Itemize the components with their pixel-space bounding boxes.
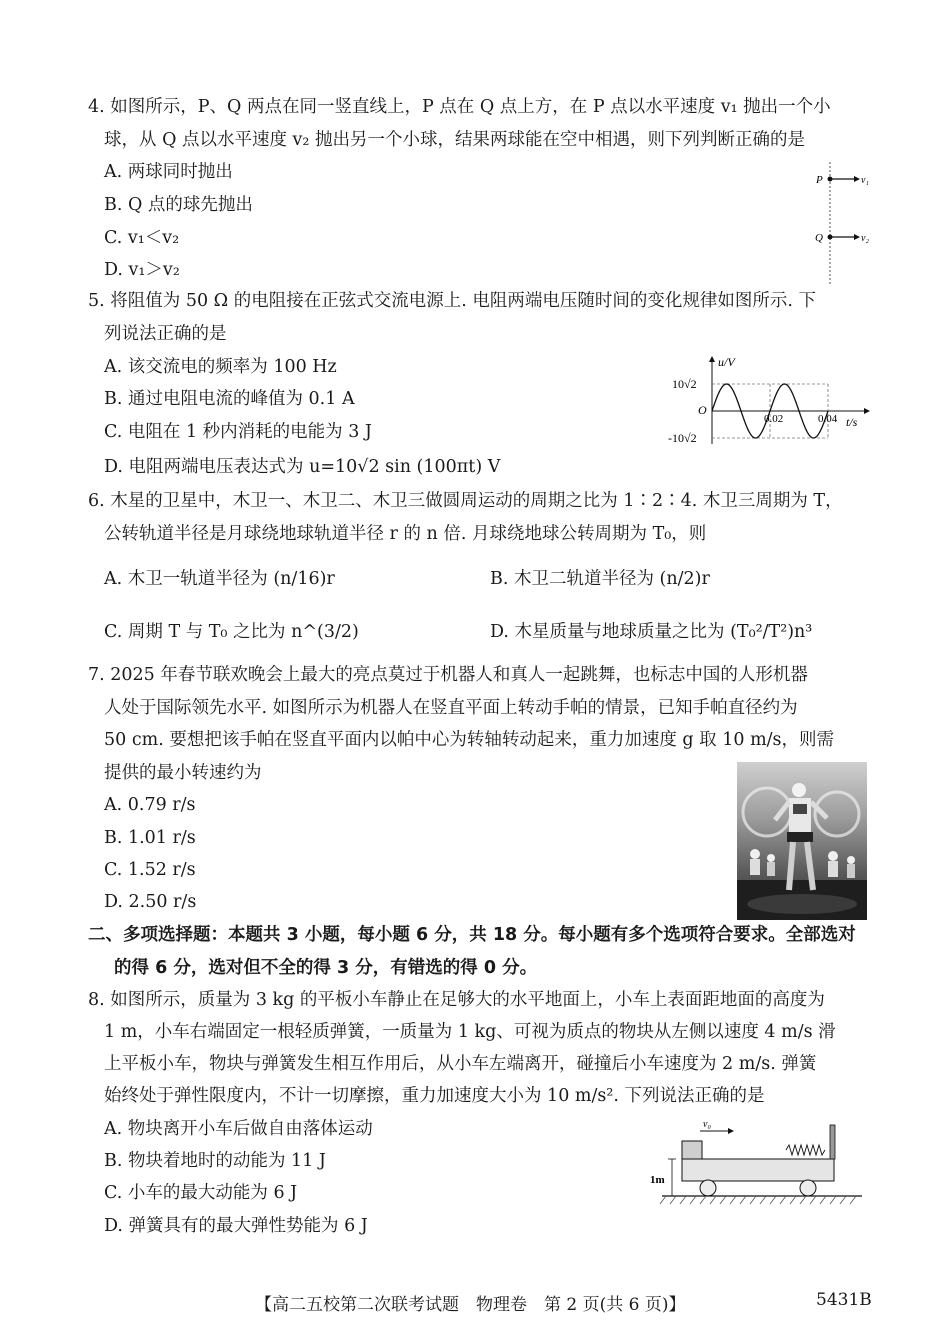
q5-voltage-graph — [668, 354, 870, 450]
q5-option-b: B. 通过电阻电流的峰值为 0.1 A — [104, 389, 355, 409]
q4-fig-v2-label: v₂ — [861, 233, 869, 244]
q8-fig-height-label: 1m — [650, 1174, 665, 1186]
page-footer-code: 5431B — [816, 1290, 872, 1310]
q4-figure — [810, 162, 870, 286]
q8-stem-line4: 始终处于弹性限度内，不计一切摩擦，重力加速度大小为 10 m/s². 下列说法正确的是 — [104, 1086, 765, 1106]
q6-option-c: C. 周期 T 与 T₀ 之比为 n^(3/2) — [104, 622, 359, 642]
q5-option-d: D. 电阻两端电压表达式为 u=10√2 sin (100πt) V — [104, 457, 501, 477]
q5-t2-label: 0.04 — [818, 413, 838, 425]
q6-option-d: D. 木星质量与地球质量之比为 (T₀²/T²)n³ — [490, 622, 813, 642]
q6-stem-line2: 公转轨道半径是月球绕地球轨道半径 r 的 n 倍. 月球绕地球公转周期为 T₀，则 — [104, 524, 707, 544]
robot-dance-photo — [737, 762, 867, 920]
q8-block — [682, 1141, 702, 1159]
q5-y-axis-label: u/V — [718, 355, 735, 369]
q7-option-c: C. 1.52 r/s — [104, 860, 196, 880]
q6-stem-line1: 6. 木星的卫星中，木卫一、木卫二、木卫三做圆周运动的周期之比为 1∶2∶4. 木卫三周期为 T， — [88, 491, 843, 511]
q8-stem-line2: 1 m，小车右端固定一根轻质弹簧，一质量为 1 kg、可视为质点的物块从左侧以速度 4 m/s 滑 — [104, 1022, 836, 1042]
q5-stem-line2: 列说法正确的是 — [104, 324, 227, 344]
q8-spring — [786, 1145, 825, 1155]
q4-stem-line1: 4. 如图所示，P、Q 两点在同一竖直线上，P 点在 Q 点上方，在 P 点以水平速度 v₁ 抛出一个小 — [88, 97, 831, 117]
q8-fig-v0-label: v₀ — [703, 1119, 711, 1130]
q7-option-a: A. 0.79 r/s — [104, 795, 196, 815]
q6-option-b: B. 木卫二轨道半径为 (n/2)r — [490, 569, 710, 589]
q8-option-b: B. 物块着地时的动能为 11 J — [104, 1151, 326, 1171]
q7-stem-line1: 7. 2025 年春节联欢晚会上最大的亮点莫过于机器人和真人一起跳舞，也标志中国的人形机器 — [88, 665, 808, 685]
q6-option-a: A. 木卫一轨道半径为 (n/16)r — [104, 569, 335, 589]
q8-cart-body — [682, 1159, 834, 1181]
q8-wheel-left — [700, 1180, 716, 1196]
q7-option-b: B. 1.01 r/s — [104, 828, 196, 848]
q5-y-min-label: -10√2 — [668, 431, 697, 445]
q4-fig-p-label: P — [816, 174, 823, 186]
q8-stem-line3: 上平板小车，物块与弹簧发生相互作用后，从小车左端离开，碰撞后小车速度为 2 m/s. 弹簧 — [104, 1054, 817, 1074]
page-footer-title: 【高二五校第二次联考试题 物理卷 第 2 页(共 6 页)】 — [255, 1295, 686, 1315]
q4-option-d: D. v₁＞v₂ — [104, 260, 180, 280]
q8-cart-figure — [648, 1115, 868, 1210]
q8-wheel-right — [800, 1180, 816, 1196]
q4-option-c: C. v₁＜v₂ — [104, 228, 180, 248]
q4-fig-q-label: Q — [815, 232, 823, 244]
q8-option-c: C. 小车的最大动能为 6 J — [104, 1183, 298, 1203]
q8-option-a: A. 物块离开小车后做自由落体运动 — [104, 1119, 373, 1139]
q7-stem-line3: 50 cm. 要想把该手帕在竖直平面内以帕中心为转轴转动起来，重力加速度 g 取 10 m/s，则需 — [104, 730, 835, 750]
q8-option-d: D. 弹簧具有的最大弹性势能为 6 J — [104, 1216, 368, 1236]
q5-t1-label: 0.02 — [764, 413, 784, 425]
q5-stem-line1: 5. 将阻值为 50 Ω 的电阻接在正弦式交流电源上. 电阻两端电压随时间的变化规律如图所示. 下 — [88, 291, 816, 311]
section2-title-line1: 二、多项选择题：本题共 3 小题，每小题 6 分，共 18 分。每小题有多个选项符合要求。全部选对 — [88, 925, 856, 945]
section2-title-line2: 的得 6 分，选对但不全的得 3 分，有错选的得 0 分。 — [114, 958, 538, 978]
q5-option-c: C. 电阻在 1 秒内消耗的电能为 3 J — [104, 422, 372, 442]
q8-stem-line1: 8. 如图所示，质量为 3 kg 的平板小车静止在足够大的水平地面上，小车上表面距地面的高度为 — [88, 990, 825, 1010]
q4-option-a: A. 两球同时抛出 — [104, 162, 233, 182]
q7-option-d: D. 2.50 r/s — [104, 892, 197, 912]
q4-stem-line2: 球，从 Q 点以水平速度 v₂ 抛出另一个小球，结果两球能在空中相遇，则下列判断正确的是 — [104, 130, 805, 150]
q5-option-a: A. 该交流电的频率为 100 Hz — [104, 357, 337, 377]
q5-origin-label: O — [698, 403, 707, 417]
q4-option-b: B. Q 点的球先抛出 — [104, 195, 253, 215]
q7-stem-line2: 人处于国际领先水平. 如图所示为机器人在竖直平面上转动手帕的情景，已知手帕直径约为 — [104, 698, 798, 718]
robot-figure-icon — [737, 762, 867, 920]
q5-x-axis-label: t/s — [846, 415, 858, 429]
q7-stem-line4: 提供的最小转速约为 — [104, 763, 262, 783]
q4-fig-v1-label: v₁ — [861, 175, 869, 186]
q5-y-max-label: 10√2 — [672, 377, 697, 391]
